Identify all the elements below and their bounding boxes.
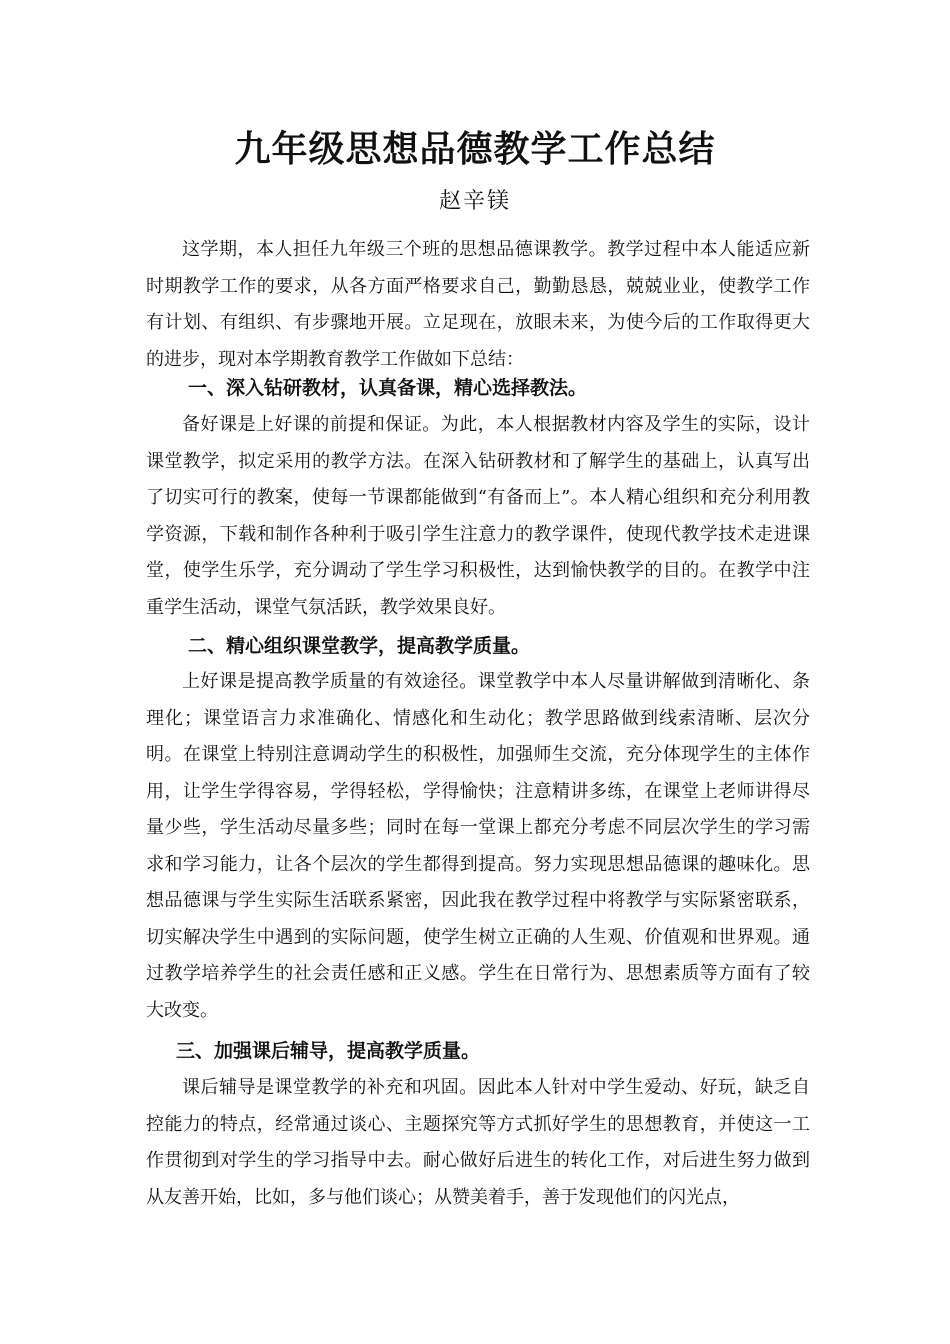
document-author: 赵辛镁 bbox=[438, 189, 511, 214]
section-heading-1: 一、深入钻研教材，认真备课，精心选择教法。 bbox=[188, 377, 588, 399]
document-title: 九年级思想品德教学工作总结 bbox=[234, 128, 716, 170]
section-body-2: 上好课是提高教学质量的有效途径。课堂教学中本人尽量讲解做到清晰化、条理化；课堂语言力求准确化、情感化和生动化；教学思路做到线索清晰、层次分明。在课堂上特别注意调动学生的积极性，加强师生交流，充分体现学生的主体作用，让学生学得容易，学得轻松，学得愉快；注意精讲多练，在课堂上老师讲得尽量少些，学生活动尽量多些；同时在每一堂课上都充分考虑不同层次学生的学习需求和学习能力，让各个层次的学生都得到提高。努力实现思想品德课的趣味化。思想品德课与学生实际生活联系紧密，因此我在教学过程中将教学与实际紧密联系，切实解决学生中遇到的实际问题，使学生树立正确的人生观、价值观和世界观。通过教学培养学生的社会责任感和正义感。学生在日常行为、思想素质等方面有了较大改变。 bbox=[146, 671, 810, 1021]
section-body-3: 课后辅导是课堂教学的补充和巩固。因此本人针对中学生爱动、好玩，缺乏自控能力的特点，经常通过谈心、主题探究等方式抓好学生的思想教育，并使这一工作贯彻到对学生的学习指导中去。耐心做好后进生的转化工作，对后进生努力做到从友善开始，比如，多与他们谈心；从赞美着手，善于发现他们的闪光点， bbox=[146, 1077, 810, 1208]
section-heading-2: 二、精心组织课堂教学，提高教学质量。 bbox=[188, 635, 531, 657]
intro-paragraph: 这学期，本人担任九年级三个班的思想品德课教学。教学过程中本人能适应新时期教学工作的要求，从各方面严格要求自己，勤勤恳恳，兢兢业业，使教学工作有计划、有组织、有步骤地开展。立足现在，放眼未来，为使今后的工作取得更大的进步，现对本学期教育教学工作做如下总结： bbox=[146, 239, 810, 370]
section-heading-3: 三、加强课后辅导，提高教学质量。 bbox=[176, 1040, 481, 1062]
section-body-1: 备好课是上好课的前提和保证。为此，本人根据教材内容及学生的实际，设计课堂教学，拟定采用的教学方法。在深入钻研教材和了解学生的基础上，认真写出了切实可行的教案，使每一节课都能做到“有备而上”。本人精心组织和充分利用教学资源，下载和制作各种利于吸引学生注意力的教学课件，使现代教学技术走进课堂，使学生乐学，充分调动了学生学习积极性，达到愉快教学的目的。在教学中注重学生活动，课堂气氛活跃，教学效果良好。 bbox=[146, 414, 810, 618]
